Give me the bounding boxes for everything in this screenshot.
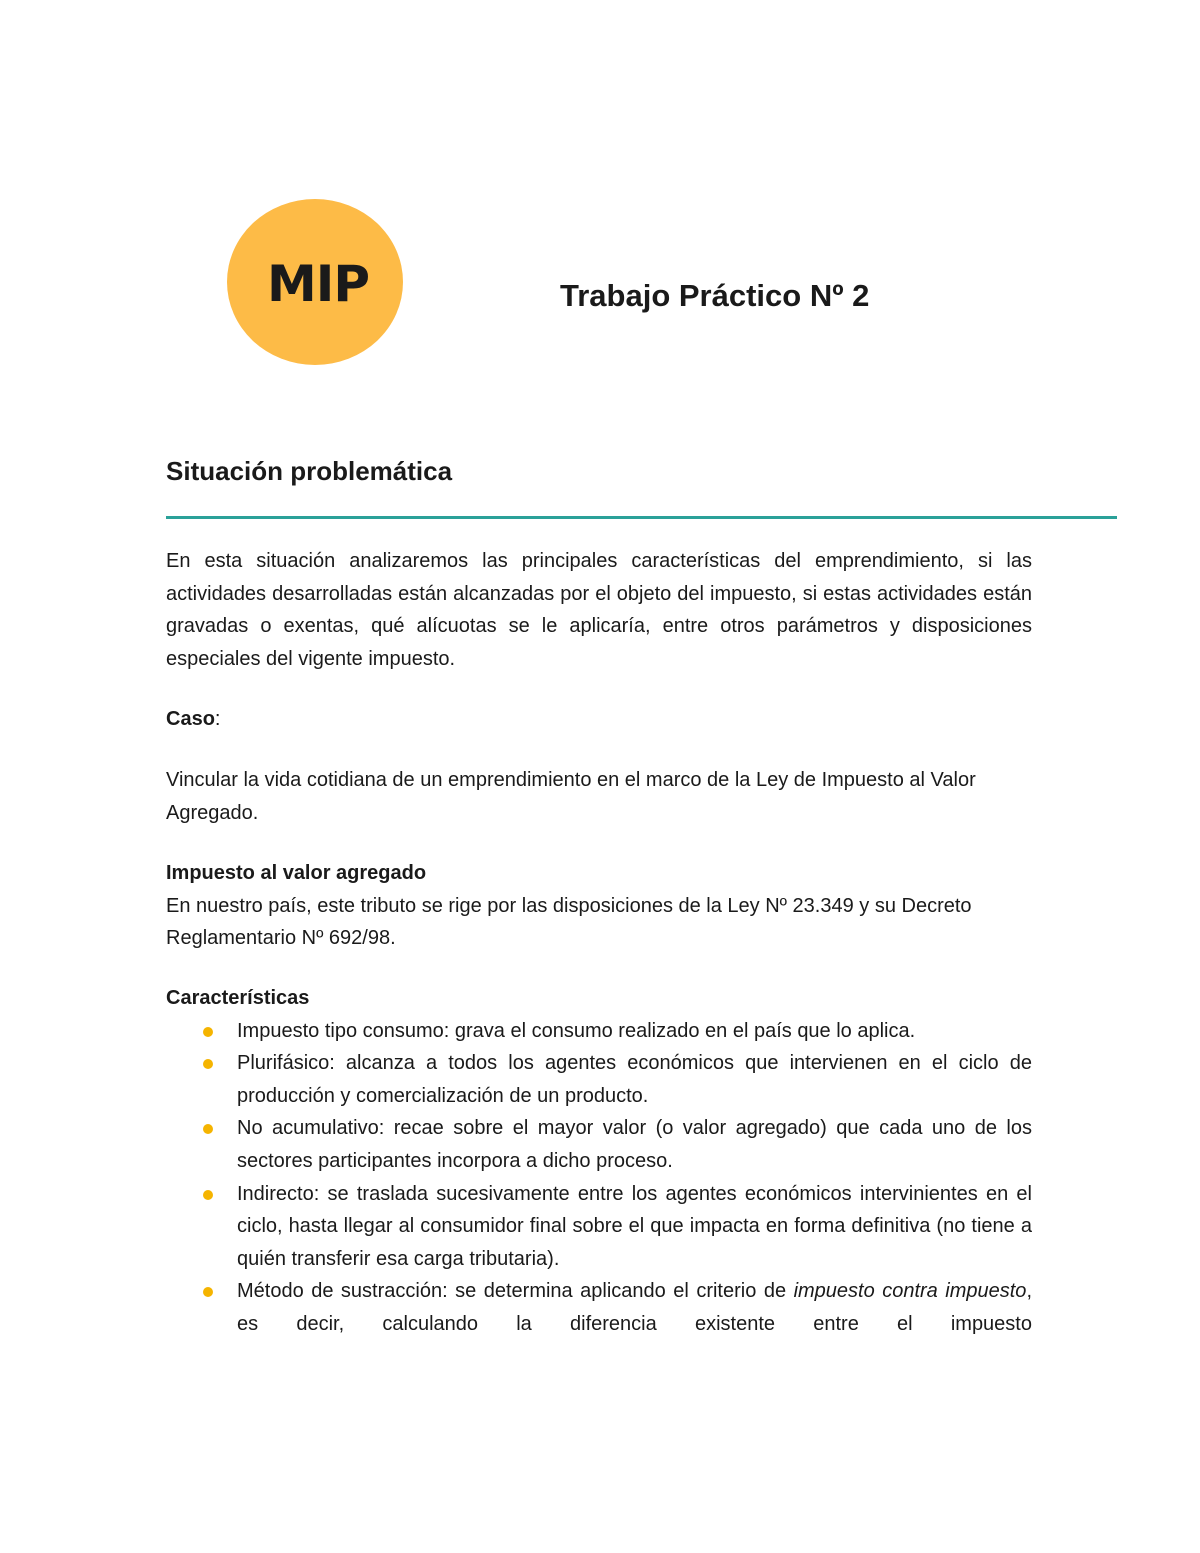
intro-paragraph: En esta situación analizaremos las principales características del emprendimiento, si las actividades desarrolladas están alcanzadas por el objeto del impuesto, si estas actividades están gravadas o exentas, qué alícuotas se le aplicaría, entre otros parámetros y disposiciones especiales del vigente impuesto. bbox=[166, 550, 1032, 670]
bullet-icon bbox=[203, 1190, 213, 1200]
list-item-text: Indirecto: se traslada sucesivamente entre los agentes económicos intervinientes en el ciclo, hasta llegar al consumidor final sobre el que impacta en forma definitiva (no tiene a quién transferir esa carga tributaria). bbox=[237, 1182, 1032, 1270]
iva-text: En nuestro país, este tributo se rige por las disposiciones de la Ley Nº 23.349 y su Decreto Reglamentario Nº 692/98. bbox=[166, 894, 972, 950]
caso-label-line bbox=[166, 703, 1032, 736]
bullet-icon bbox=[203, 1059, 213, 1069]
list-item-prefix: Método de sustracción: se determina aplicando el criterio de bbox=[237, 1280, 794, 1303]
list-item-text: Plurifásico: alcanza a todos los agentes económicos que intervienen en el ciclo de producción y comercialización de un producto. bbox=[237, 1052, 1032, 1107]
document-body bbox=[166, 545, 1032, 1340]
caso-label: Caso bbox=[166, 708, 215, 731]
bullet-icon bbox=[203, 1287, 213, 1297]
bullet-icon bbox=[203, 1027, 213, 1037]
list-item bbox=[202, 1112, 1032, 1177]
caracteristicas-list bbox=[202, 1015, 1032, 1341]
caso-text: Vincular la vida cotidiana de un emprendimiento en el marco de la Ley de Impuesto al Valor Agregado. bbox=[166, 768, 976, 824]
iva-heading: Impuesto al valor agregado bbox=[166, 862, 427, 885]
list-item-emphasis: impuesto contra impuesto bbox=[793, 1280, 1027, 1303]
bullet-icon bbox=[203, 1124, 213, 1134]
list-item-text: Impuesto tipo consumo: grava el consumo realizado en el país que lo aplica. bbox=[237, 1019, 916, 1042]
caso-colon: : bbox=[214, 708, 221, 731]
list-item bbox=[202, 1047, 1032, 1112]
list-item bbox=[202, 1015, 1032, 1048]
list-item-text: No acumulativo: recae sobre el mayor valor (o valor agregado) que cada uno de los sectores participantes incorpora a dicho proceso. bbox=[237, 1117, 1032, 1172]
section-heading: Situación problemática bbox=[166, 456, 453, 486]
document-title: Trabajo Práctico Nº 2 bbox=[560, 278, 870, 313]
logo-text: MIP bbox=[266, 255, 369, 313]
list-item-suffix: , es decir, calculando la diferencia existente entre el impuesto bbox=[237, 1280, 1032, 1335]
caracteristicas-heading: Características bbox=[166, 986, 310, 1009]
section-divider bbox=[166, 516, 1117, 519]
mip-logo bbox=[227, 199, 403, 365]
list-item bbox=[202, 1275, 1032, 1340]
list-item bbox=[202, 1178, 1032, 1276]
